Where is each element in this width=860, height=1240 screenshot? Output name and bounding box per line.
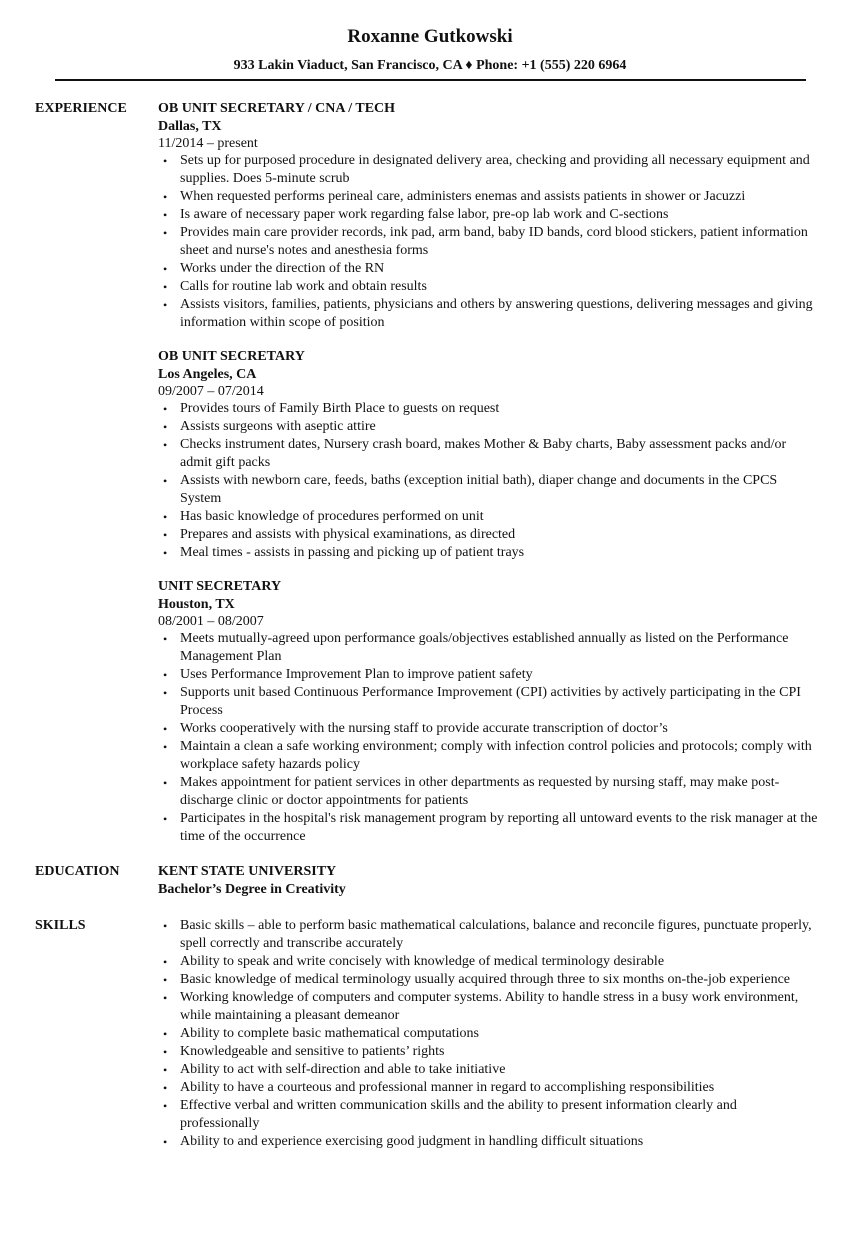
job-dates: 11/2014 – present [158, 136, 258, 151]
job-bullet [158, 188, 818, 206]
bullet-text: Assists visitors, families, patients, physicians and others by answering questions, delivering messages and giving information within scope of position [180, 297, 813, 330]
bullet-text: Participates in the hospital's risk management program by reporting all untoward events to the risk manager at the time of the occurrence [180, 811, 818, 844]
job-bullet [158, 738, 818, 774]
bullet-text: Checks instrument dates, Nursery crash board, makes Mother & Baby charts, Baby assessment packs and/or admit gift packs [180, 437, 787, 470]
bullet-text: Uses Performance Improvement Plan to improve patient safety [180, 667, 533, 682]
bullet-text: When requested performs perineal care, administers enemas and assists patients in shower or Jacuzzi [180, 189, 746, 204]
job-title: UNIT SECRETARY [158, 579, 282, 594]
bullet-icon: • [163, 740, 168, 754]
bullet-icon: • [163, 812, 168, 826]
job-bullet [158, 296, 818, 332]
job-bullet [158, 260, 818, 278]
contact-line: 933 Lakin Viaduct, San Francisco, CA ♦ Phone: +1 (555) 220 6964 [233, 58, 627, 73]
job-bullet-list [158, 630, 818, 846]
skill-text: Effective verbal and written communication skills and the ability to present information clearly and professionally [180, 1098, 737, 1131]
header-divider [55, 79, 806, 81]
bullet-icon: • [163, 1081, 168, 1095]
bullet-icon: • [163, 190, 168, 204]
skills-section [0, 917, 860, 1151]
skill-text: Ability to and experience exercising good judgment in handling difficult situations [180, 1134, 644, 1149]
skill-text: Ability to act with self-direction and able to take initiative [180, 1062, 506, 1077]
bullet-icon: • [163, 154, 168, 168]
skill-item [158, 917, 818, 953]
job-entry [158, 348, 818, 562]
education-body [158, 863, 818, 899]
skill-item [158, 971, 818, 989]
job-bullet [158, 526, 818, 544]
bullet-icon: • [163, 420, 168, 434]
job-bullet [158, 720, 818, 738]
job-bullet [158, 436, 818, 472]
job-bullet-list [158, 152, 818, 332]
skill-item [158, 1079, 818, 1097]
bullet-icon: • [163, 1027, 168, 1041]
job-bullet [158, 206, 818, 224]
job-location: Los Angeles, CA [158, 367, 257, 382]
job-dates: 08/2001 – 08/2007 [158, 614, 264, 629]
job-bullet [158, 400, 818, 418]
skill-item [158, 1025, 818, 1043]
job-title: OB UNIT SECRETARY [158, 349, 305, 364]
skills-list [158, 917, 818, 1151]
skill-item [158, 989, 818, 1025]
bullet-icon: • [163, 226, 168, 240]
job-bullet [158, 508, 818, 526]
bullet-icon: • [163, 546, 168, 560]
skill-text: Knowledgeable and sensitive to patients’ rights [180, 1044, 445, 1059]
bullet-text: Works under the direction of the RN [180, 261, 385, 276]
bullet-text: Sets up for purposed procedure in designated delivery area, checking and providing all necessary equipment and supplies. Does 5-minute scrub [180, 153, 810, 186]
job-bullet [158, 418, 818, 436]
experience-heading: EXPERIENCE [35, 101, 127, 116]
skill-item [158, 1043, 818, 1061]
bullet-icon: • [163, 402, 168, 416]
skill-text: Ability to have a courteous and professional manner in regard to accomplishing responsibilities [180, 1080, 715, 1095]
bullet-text: Assists surgeons with aseptic attire [180, 419, 376, 434]
job-entry [158, 578, 818, 846]
job-dates: 09/2007 – 07/2014 [158, 384, 264, 399]
job-bullet [158, 152, 818, 188]
bullet-icon: • [163, 632, 168, 646]
bullet-text: Assists with newborn care, feeds, baths (exception initial bath), diaper change and documents in the CPCS System [180, 473, 778, 506]
bullet-icon: • [163, 919, 168, 933]
candidate-name: Roxanne Gutkowski [347, 26, 513, 47]
bullet-icon: • [163, 280, 168, 294]
bullet-icon: • [163, 528, 168, 542]
job-bullet [158, 472, 818, 508]
job-location: Dallas, TX [158, 119, 222, 134]
job-title: OB UNIT SECRETARY / CNA / TECH [158, 101, 396, 116]
bullet-icon: • [163, 510, 168, 524]
bullet-text: Maintain a clean a safe working environment; comply with infection control policies and protocols; comply with workplace safety hazards policy [180, 739, 812, 772]
job-bullet [158, 666, 818, 684]
skill-item [158, 1133, 818, 1151]
bullet-icon: • [163, 208, 168, 222]
bullet-icon: • [163, 955, 168, 969]
bullet-text: Meal times - assists in passing and picking up of patient trays [180, 545, 525, 560]
bullet-text: Meets mutually-agreed upon performance goals/objectives established annually as listed on the Performance Management Plan [180, 631, 789, 664]
bullet-text: Provides main care provider records, ink pad, arm band, baby ID bands, cord blood stickers, patient information sheet and nurse's notes and anesthesia forms [180, 225, 808, 258]
job-bullet [158, 684, 818, 720]
school-name: KENT STATE UNIVERSITY [158, 864, 337, 879]
skill-item [158, 1061, 818, 1079]
bullet-icon: • [163, 1045, 168, 1059]
bullet-text: Calls for routine lab work and obtain results [180, 279, 427, 294]
skill-text: Basic knowledge of medical terminology usually acquired through three to six months on-the-job experience [180, 972, 790, 987]
bullet-icon: • [163, 973, 168, 987]
job-bullet [158, 810, 818, 846]
bullet-icon: • [163, 668, 168, 682]
skill-text: Ability to speak and write concisely with knowledge of medical terminology desirable [180, 954, 665, 969]
skill-text: Working knowledge of computers and computer systems. Ability to handle stress in a busy work environment, while maintaining a pleasant demeanor [180, 990, 799, 1023]
job-bullet [158, 630, 818, 666]
bullet-text: Provides tours of Family Birth Place to guests on request [180, 401, 500, 416]
skills-body [158, 917, 818, 1151]
job-bullet [158, 544, 818, 562]
bullet-text: Makes appointment for patient services in other departments as requested by nursing staff, may make post-discharge clinic or doctor appointments for patients [180, 775, 780, 808]
job-entry [158, 100, 818, 332]
bullet-text: Is aware of necessary paper work regarding false labor, pre-op lab work and C-sections [180, 207, 669, 222]
job-bullet [158, 224, 818, 260]
bullet-icon: • [163, 474, 168, 488]
bullet-icon: • [163, 1135, 168, 1149]
degree: Bachelor’s Degree in Creativity [158, 882, 346, 897]
bullet-icon: • [163, 438, 168, 452]
bullet-icon: • [163, 991, 168, 1005]
job-location: Houston, TX [158, 597, 235, 612]
bullet-text: Prepares and assists with physical examinations, as directed [180, 527, 516, 542]
skill-text: Ability to complete basic mathematical computations [180, 1026, 479, 1041]
job-bullet [158, 774, 818, 810]
skill-item [158, 1097, 818, 1133]
experience-body [158, 100, 818, 846]
bullet-icon: • [163, 1063, 168, 1077]
bullet-text: Supports unit based Continuous Performance Improvement (CPI) activities by actively participating in the CPI Process [180, 685, 801, 718]
bullet-icon: • [163, 686, 168, 700]
bullet-icon: • [163, 776, 168, 790]
skill-text: Basic skills – able to perform basic mathematical calculations, balance and reconcile figures, punctuate properly, spell correctly and transcribe accurately [180, 918, 812, 951]
skill-item [158, 953, 818, 971]
bullet-text: Works cooperatively with the nursing staff to provide accurate transcription of doctor’s [180, 721, 668, 736]
experience-section [0, 100, 860, 846]
bullet-icon: • [163, 262, 168, 276]
bullet-icon: • [163, 722, 168, 736]
bullet-text: Has basic knowledge of procedures performed on unit [180, 509, 484, 524]
job-bullet-list [158, 400, 818, 562]
bullet-icon: • [163, 298, 168, 312]
education-section [0, 863, 860, 899]
education-heading: EDUCATION [35, 864, 120, 879]
skills-heading: SKILLS [35, 918, 86, 933]
job-bullet [158, 278, 818, 296]
bullet-icon: • [163, 1099, 168, 1113]
